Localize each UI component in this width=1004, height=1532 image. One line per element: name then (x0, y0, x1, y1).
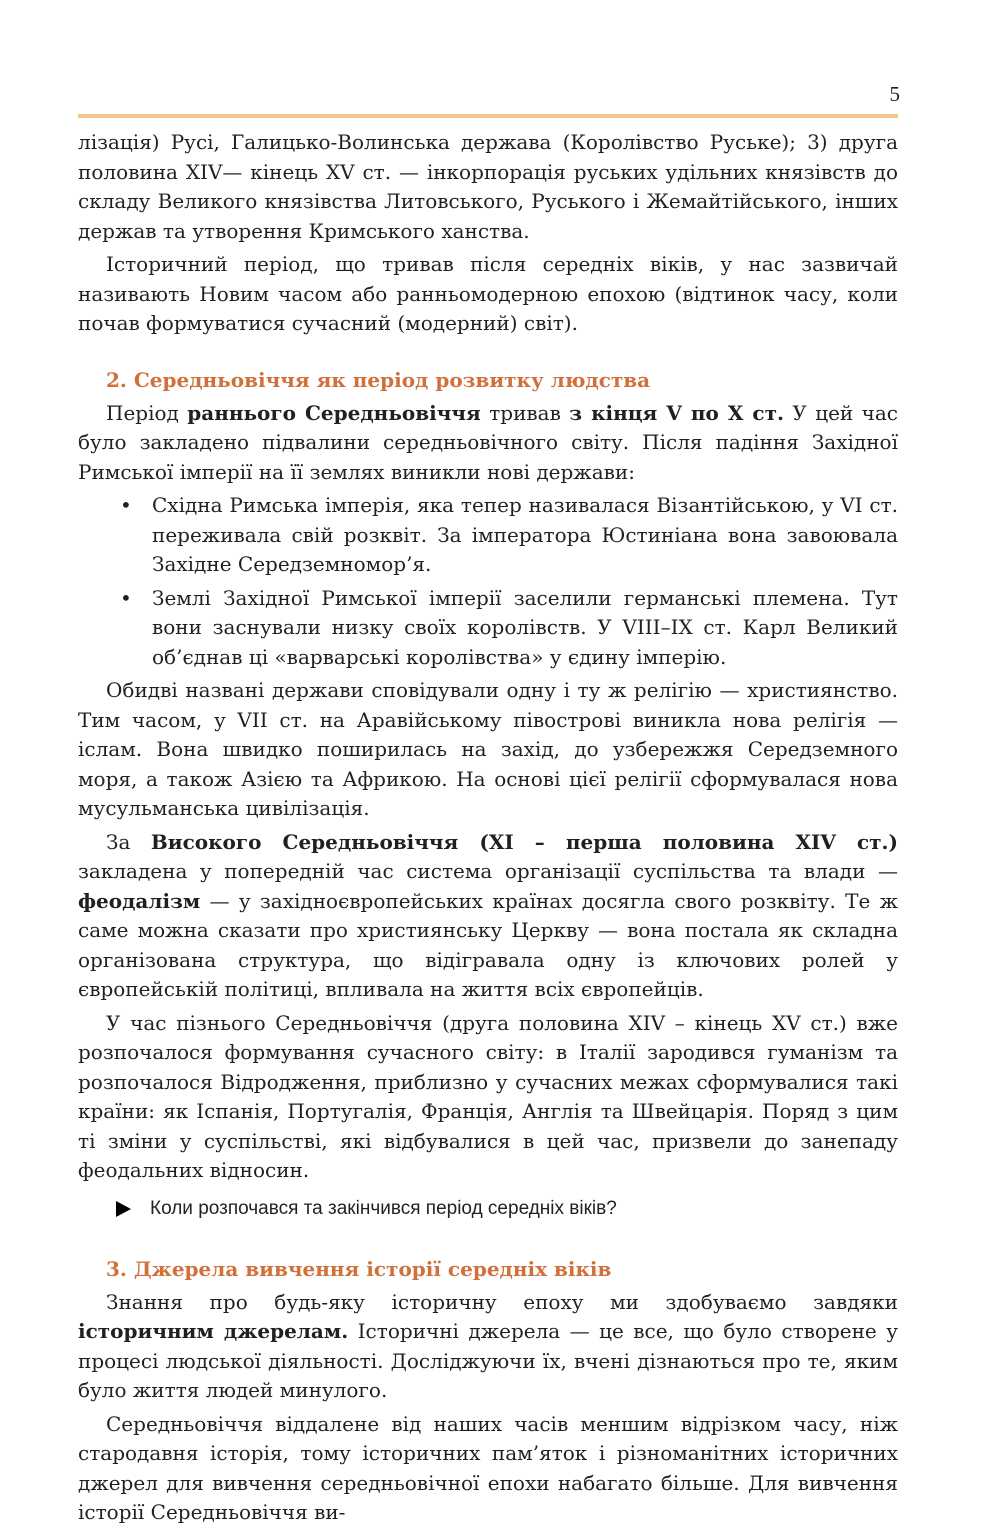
term-historical-sources: історичним джерелам. (78, 1319, 349, 1343)
list-item: • Східна Римська імперія, яка тепер називалася Візантійською, у VI ст. переживала свій розквіт. За імператора Юстиніана вона завоювала Західне Середземномор’я. (120, 493, 898, 576)
review-question (78, 1194, 898, 1224)
header-rule (78, 114, 898, 118)
bullet-icon: • (120, 585, 132, 610)
paragraph-late-middle-ages: У час пізнього Середньовіччя (друга половина XIV – кінець XV ст.) вже розпочалося формування сучасного світу: в Італії зародився гуманізм та розпочалося Відродження, приблизно у сучасних межах сформувалися такі країни: як Іспанія, Португалія, Франція, Англія та Швейцарія. Поряд з цим ті зміни у суспільстві, які відбувалися в цей час, призвели до занепаду феодальних відносин. (78, 1010, 898, 1182)
section-heading-sources: 3. Джерела вивчення історії середніх віків (106, 1256, 612, 1281)
section-heading-middle-ages: 2. Середньовіччя як період розвитку людства (106, 367, 651, 392)
list-item: • Землі Західної Римської імперії заселили германські племена. Тут вони заснували низку своїх королівств. У VIII–IX ст. Карл Великий об’єднав ці «варварські королівства» у єдину імперію. (120, 585, 898, 669)
paragraph-continuation: лізація) Русі, Галицько-Волинська держава (Королівство Руське); 3) друга половина XIV— кінець XV ст. — інкорпорація руських удільних князівств до складу Великого князівства Литовського, Руського і Жемайтійського, інших держав та утворення Кримського ханства. (78, 130, 898, 243)
term-feudalism: феодалізм (78, 888, 201, 913)
bullet-icon: • (120, 493, 132, 517)
term-period-dates: з кінця V по X ст. (569, 400, 784, 425)
page-number: 5 (889, 82, 900, 106)
states-list (78, 491, 898, 672)
term-early-middle-ages: раннього Середньовіччя (187, 400, 481, 425)
paragraph-religion: Обидві названі держави сповідували одну і ту ж релігію — християнство. Тим часом, у VII ст. на Аравійському півострові виникла нова релігія — іслам. Вона швидко поширилась на захід, до узбережжя Середземного моря, а також Азією та Африкою. На основі цієї релігії сформувалася нова мусульманська цивілізація. (78, 678, 898, 820)
page-content (78, 128, 898, 1532)
paragraph-modern-era: Історичний період, що тривав після середніх віків, у нас зазвичай називають Новим часом або ранньомодерною епохою (відтинок часу, коли почав формуватися сучасний (модерний) світ). (78, 252, 898, 335)
play-arrow-icon (116, 1201, 131, 1217)
paragraph-high-middle-ages: За Високого Середньовіччя (XI – перша половина XIV ст.) закладена у попередній час система організації суспільства та влади — феодалізм — у західноєвропейських країнах досягла свого розквіту. Те ж саме можна сказати про християнську Церкву — вона постала як складна організована структура, що відігравала одну із ключових ролей у європейській політиці, впливала на життя всіх європейців. (78, 829, 898, 1001)
term-high-middle-ages: Високого Середньовіччя (XI – перша половина XIV ст.) (150, 829, 898, 854)
paragraph-historical-sources: Знання про будь-яку історичну епоху ми здобуваємо завдяки історичним джерелам. Історичні джерела — це все, що було створене у процесі людської діяльності. Досліджуючи їх, вчені дізнаються про те, яким було життя людей минулого. (78, 1289, 898, 1402)
paragraph-early-middle-ages: Період раннього Середньовіччя тривав з кінця V по X ст. У цей час було закладено підвалини середньовічного світу. Після падіння Західної Римської імперії на її землях виникли нові держави: (78, 400, 899, 484)
paragraph-medieval-sources: Середньовіччя віддалене від наших часів меншим відрізком часу, ніж стародавня історія, тому історичних пам’яток і різноманітних історичних джерел для вивчення середньовічної епохи набагато більше. Для вивчення історії Середньовіччя ви- (78, 1411, 898, 1524)
question-text: Коли розпочався та закінчився період середніх віків? (150, 1197, 617, 1219)
